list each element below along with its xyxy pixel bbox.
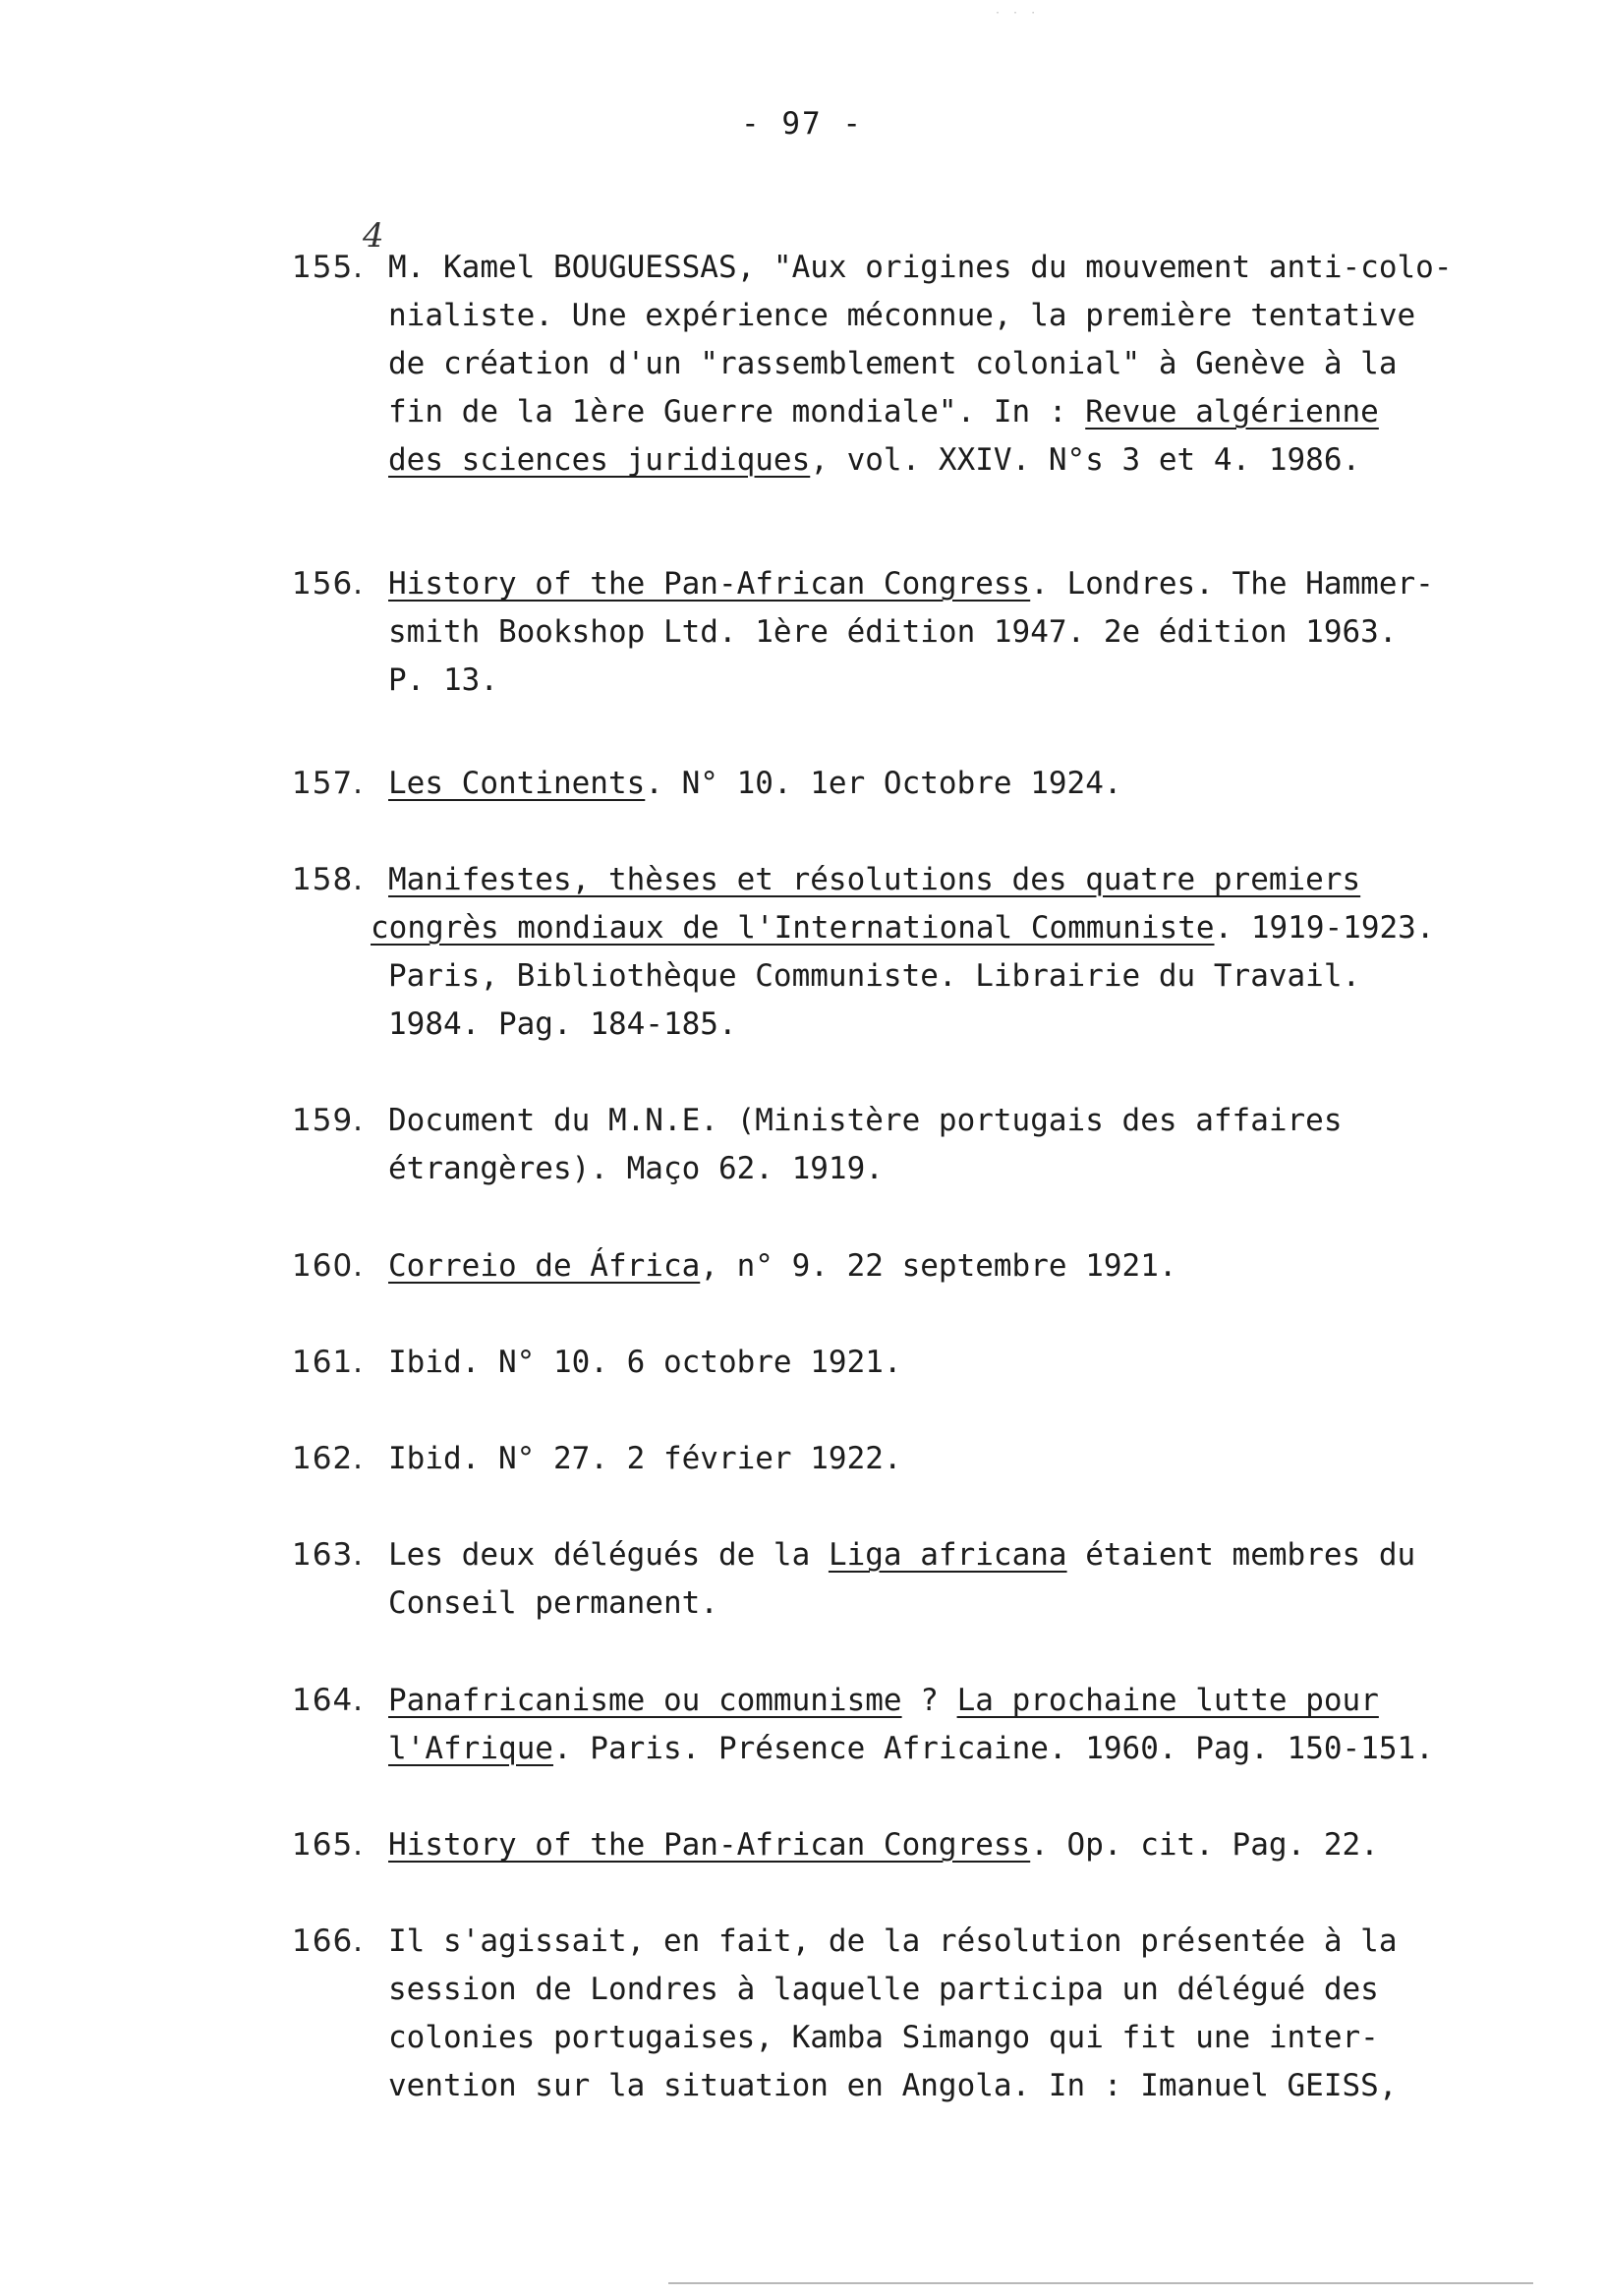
footnote-number: 164. [292, 1683, 365, 1718]
footnote-line [292, 1097, 1570, 1145]
text-segment: . N° 10. 1er Octobre 1924. [645, 766, 1122, 801]
footnote-line [292, 1435, 1570, 1483]
footnote-line [292, 952, 1570, 1001]
footnote-line [292, 1821, 1570, 1869]
underlined-title: La prochaine lutte pour [956, 1683, 1379, 1718]
underlined-title: History of the Pan-African Congress [388, 1827, 1031, 1863]
underlined-title: Correio de África [388, 1248, 701, 1284]
footnote-line [292, 1579, 1570, 1628]
underlined-title: Liga africana [828, 1537, 1067, 1573]
footnote-number: 165. [292, 1827, 365, 1863]
scan-artifact: · · · [995, 8, 1040, 19]
text-segment: Conseil permanent. [388, 1585, 718, 1621]
bottom-rule [668, 2282, 1533, 2284]
footnote-156 [292, 560, 1570, 705]
footnote-number: 158. [292, 862, 365, 897]
footnote-line [292, 2062, 1570, 2110]
text-segment: . Paris. Présence Africaine. 1960. Pag. 150-151. [552, 1731, 1434, 1766]
text-segment: étaient membres du [1066, 1537, 1416, 1573]
text-segment: Ibid. N° 27. 2 février 1922. [388, 1441, 902, 1476]
footnote-number: 166. [292, 1923, 365, 1959]
text-segment: Ibid. N° 10. 6 octobre 1921. [388, 1345, 902, 1380]
footnote-number: 162. [292, 1441, 365, 1476]
footnote-number: 155. [292, 250, 365, 285]
text-segment: étrangères). Maço 62. 1919. [388, 1151, 884, 1186]
footnote-line [292, 1677, 1570, 1725]
footnote-160 [292, 1242, 1570, 1291]
underlined-title: des sciences juridiques [388, 442, 811, 478]
text-segment: . Londres. The Hammer- [1030, 566, 1434, 602]
footnote-line [292, 244, 1570, 292]
footnote-line [292, 388, 1570, 436]
footnote-line [292, 657, 1570, 705]
footnote-line [292, 1242, 1570, 1291]
text-segment: ? [901, 1683, 957, 1718]
footnote-line [292, 904, 1570, 952]
text-segment: P. 13. [388, 662, 498, 698]
footnote-line [292, 436, 1570, 485]
text-segment: session de Londres à laquelle participa un délégué des [388, 1972, 1379, 2007]
handwritten-mark: 4 [363, 216, 384, 256]
footnote-line [292, 1339, 1570, 1387]
footnote-line [292, 760, 1570, 808]
underlined-title: History of the Pan-African Congress [388, 566, 1031, 602]
text-segment: . 1919-1923. [1214, 910, 1435, 946]
footnote-159 [292, 1097, 1570, 1193]
footnote-number: 161. [292, 1345, 365, 1380]
footnote-164 [292, 1677, 1570, 1773]
underlined-title: l'Afrique [388, 1731, 553, 1766]
footnote-line [292, 2014, 1570, 2062]
text-segment: M. Kamel BOUGUESSAS, "Aux origines du mouvement anti-colo- [388, 250, 1453, 285]
footnote-line [292, 560, 1570, 608]
footnote-line [292, 1531, 1570, 1579]
text-segment: Paris, Bibliothèque Communiste. Librairie du Travail. [388, 958, 1361, 994]
footnote-number: 157. [292, 766, 365, 801]
footnote-166 [292, 1918, 1570, 2110]
footnote-155 [292, 216, 1570, 485]
footnote-165 [292, 1821, 1570, 1869]
footnote-line [292, 856, 1570, 904]
footnote-line [292, 1725, 1570, 1773]
text-segment: fin de la 1ère Guerre mondiale". In : [388, 394, 1086, 430]
text-segment: . Op. cit. Pag. 22. [1030, 1827, 1379, 1863]
footnote-163 [292, 1531, 1570, 1628]
footnote-number: 159. [292, 1103, 365, 1138]
underlined-title: congrès mondiaux de l'International Communiste [371, 910, 1215, 946]
footnote-line [292, 1918, 1570, 1966]
footnote-162 [292, 1435, 1570, 1483]
footnote-line [292, 340, 1570, 388]
footnote-161 [292, 1339, 1570, 1387]
text-segment: Les deux délégués de la [388, 1537, 829, 1573]
text-segment: Document du M.N.E. (Ministère portugais des affaires [388, 1103, 1343, 1138]
text-segment: 1984. Pag. 184-185. [388, 1006, 737, 1042]
underlined-title: Panafricanisme ou communisme [388, 1683, 902, 1718]
footnote-157 [292, 760, 1570, 808]
text-segment: de création d'un "rassemblement colonial" à Genève à la [388, 346, 1398, 381]
text-segment: colonies portugaises, Kamba Simango qui fit une inter- [388, 2020, 1379, 2055]
footnote-number: 160. [292, 1248, 365, 1284]
page-number: - 97 - [741, 106, 863, 142]
text-segment: smith Bookshop Ltd. 1ère édition 1947. 2e édition 1963. [388, 614, 1398, 650]
footnote-number: 163. [292, 1537, 365, 1573]
footnote-158 [292, 856, 1570, 1049]
underlined-title: Revue algérienne [1085, 394, 1379, 430]
footnote-line [292, 292, 1570, 340]
text-segment: nialiste. Une expérience méconnue, la première tentative [388, 298, 1416, 333]
text-segment: Il s'agissait, en fait, de la résolution présentée à la [388, 1923, 1398, 1959]
footnote-line [292, 1966, 1570, 2014]
footnote-line [292, 1001, 1570, 1049]
footnote-number: 156. [292, 566, 365, 602]
underlined-title: Manifestes, thèses et résolutions des quatre premiers [388, 862, 1361, 897]
footnote-line [292, 1145, 1570, 1193]
footnote-line [292, 608, 1570, 657]
text-segment: , n° 9. 22 septembre 1921. [700, 1248, 1177, 1284]
text-segment: vention sur la situation en Angola. In : Imanuel GEISS, [388, 2068, 1398, 2103]
underlined-title: Les Continents [388, 766, 646, 801]
text-segment: , vol. XXIV. N°s 3 et 4. 1986. [810, 442, 1361, 478]
